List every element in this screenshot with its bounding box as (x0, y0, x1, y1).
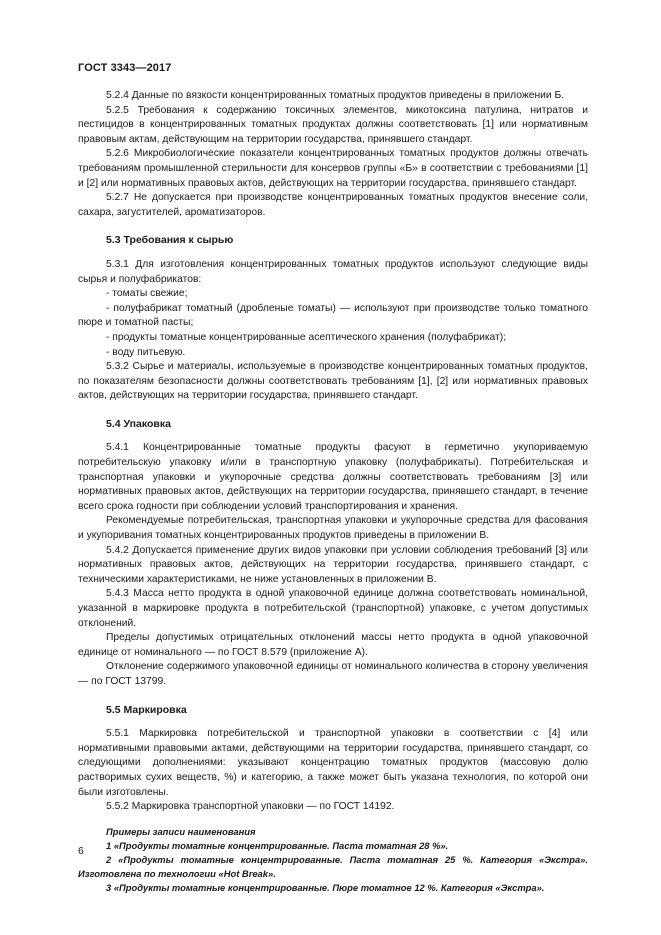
example-1: 1 «Продукты томатные концентрированные. Паста томатная 28 %». (106, 839, 449, 851)
paragraph-5-2-5: 5.2.5 Требования к содержанию токсичных элементов, микотоксина патулина, нитратов и пестицидов в концентрированных томатных продуктах должны соответствовать [1] или нормативным правовым актам, действующим на территории государства, принявшего стандарт. (78, 104, 588, 145)
paragraph-5-4-3: 5.4.3 Масса нетто продукта в одной упаковочной единице должна соответствовать номинальной, указанной в маркировке продукта в потребительской (транспортной) упаковке, с учетом допустимых отклонений. (78, 588, 588, 629)
page-number: 6 (78, 845, 84, 857)
list-item-tomato-semi-product: - полуфабрикат томатный (дробленые томаты) — используют при производстве только томатного пюре и томатной пасты; (78, 302, 588, 329)
paragraph-5-2-7: 5.2.7 Не допускается при производстве концентрированных томатных продуктов внесение соли, сахара, загустителей, ароматизаторов. (78, 192, 588, 218)
list-item-aseptic-products: - продукты томатные концентрированные асептического хранения (полуфабрикат); (106, 331, 507, 343)
paragraph-recommended-packaging: Рекомендуемые потребительская, транспортная упаковки и укупорочные средства для фасования и укупоривания томатных концентрированных продуктов приведены в приложении В. (78, 515, 588, 542)
paragraph-positive-deviation: Отклонение содержимого упаковочной единицы от номинального количества в сторону увеличения — по ГОСТ 13799. (78, 661, 588, 687)
example-2: 2 «Продукты томатные концентрированные. Паста томатная 25 %. Категория «Экстра». Изготовлена по технологии «Hot Break». (78, 853, 588, 879)
paragraph-5-5-1: 5.5.1 Маркировка потребительской и транспортной упаковки в соответствии с [4] или нормативными правовыми актами, действующими на территории государства, принявшего стандарт, со следующими дополнениями: указывают концентрацию томатных продуктов (массовую долю растворимых сухих веществ, %) и категорию, а также может быть указана технология, по которой они были изготовлены. (78, 728, 588, 798)
paragraph-5-3-2: 5.3.2 Сырье и материалы, используемые в производстве концентрированных томатных продуктов, по показателям безопасности должны соответствовать требованиям [1], [2] или нормативных правовых актов, действующих на территории государства, принявшего стандарт. (78, 361, 588, 402)
list-item-fresh-tomatoes: - томаты свежие; (106, 288, 188, 300)
section-heading-5-5: 5.5 Маркировка (106, 703, 187, 716)
paragraph-5-2-4: 5.2.4 Данные по вязкости концентрированных томатных продуктов приведены в приложении Б. (106, 90, 565, 101)
example-3: 3 «Продукты томатные концентрированные. Пюре томатное 12 %. Категория «Экстра». (106, 881, 545, 893)
paragraph-5-4-2: 5.4.2 Допускается применение других видов упаковки при условии соблюдения требований [3] или нормативных правовых актов, действующих на территории государства, принявшего стандарт, с техническими характеристиками, не ниже установленных в приложении В. (78, 544, 588, 585)
examples-title: Примеры записи наименования (106, 825, 256, 837)
section-heading-5-4: 5.4 Упаковка (106, 417, 171, 430)
paragraph-deviation-limits: Пределы допустимых отрицательных отклонений массы нетто продукта в одной упаковочной единице от номинального — по ГОСТ 8.579 (приложение А). (78, 632, 588, 658)
paragraph-5-4-1: 5.4.1 Концентрированные томатные продукты фасуют в герметично укупориваемую потребительскую упаковку и/или в транспортную упаковку (полуфабрикаты). Потребительская и транспортная упаковки и укупорочные средства должны соответствовать требованиям [3] или нормативных правовых актов, действующих на территории государства, принявшего стандарт, в течение всего срока годности при соблюдении условий транспортирования и хранения. (78, 442, 588, 512)
paragraph-5-2-6: 5.2.6 Микробиологические показатели концентрированных томатных продуктов должны отвечать требованиям промышленной стерильности для консервов группы «Б» в соответствии с требованиями [1] и [2] или нормативных правовых актов, действующих на территории государства, принявшего стандарт. (78, 148, 588, 189)
list-item-drinking-water: - воду питьевую. (106, 346, 186, 358)
document-header: ГОСТ 3343—2017 (78, 62, 172, 74)
document-body (78, 89, 588, 895)
paragraph-5-5-2: 5.5.2 Маркировка транспортной упаковки — по ГОСТ 14192. (106, 801, 395, 813)
section-heading-5-3: 5.3 Требования к сырью (106, 234, 234, 247)
paragraph-5-3-1: 5.3.1 Для изготовления концентрированных томатных продуктов используют следующие виды сырья и полуфабрикатов: (78, 258, 588, 285)
